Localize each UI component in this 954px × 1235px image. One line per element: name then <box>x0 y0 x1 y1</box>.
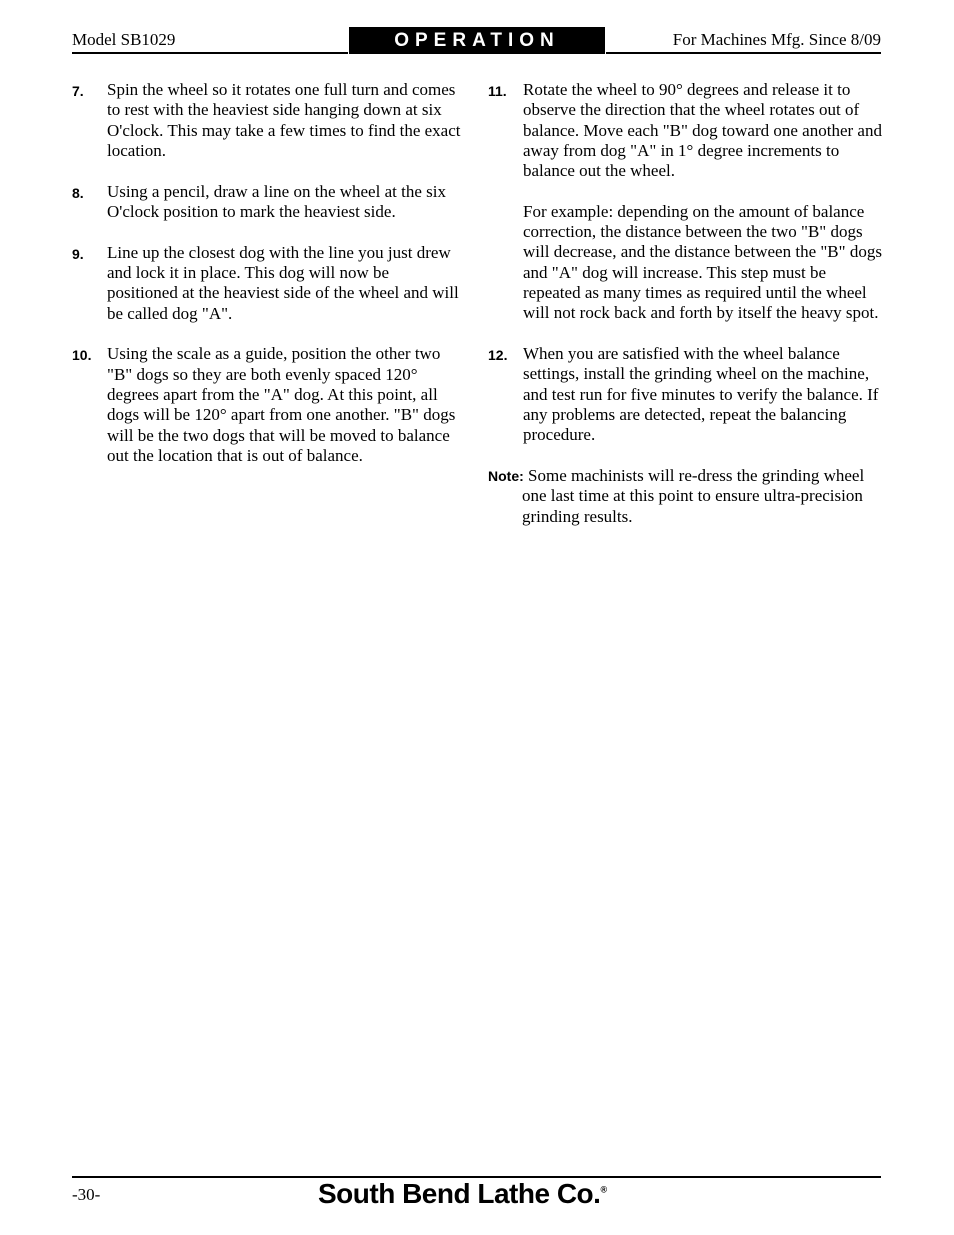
step-number: 11. <box>488 83 507 99</box>
step-8 <box>72 182 464 223</box>
note-paragraph <box>488 466 882 527</box>
brand-logo <box>318 1178 607 1210</box>
step-10 <box>72 344 464 466</box>
step-12 <box>488 344 882 445</box>
right-column <box>488 80 882 527</box>
section-title: OPERATION <box>349 27 605 54</box>
manufacture-date-label: For Machines Mfg. Since 8/09 <box>606 27 881 54</box>
step-11 <box>488 80 882 324</box>
step-example-text: For example: depending on the amount of balance correction, the distance between the two "B" dogs will decrease, and the distance between the "B" dogs and "A" dog will increase. This step must be repeated as many times as required until the wheel will not rock back and forth by itself the heavy spot. <box>523 201 882 323</box>
step-9 <box>72 243 464 324</box>
registered-mark: ® <box>600 1184 607 1195</box>
page-number: -30- <box>72 1185 101 1204</box>
step-number: 8. <box>72 184 84 201</box>
left-column <box>72 80 464 487</box>
page-header <box>72 27 881 54</box>
step-text: Using a pencil, draw a line on the wheel at the six O'clock position to mark the heaviest side. <box>107 181 446 221</box>
brand-name: South Bend Lathe Co. <box>318 1178 601 1209</box>
step-text: Line up the closest dog with the line you just drew and lock it in place. This dog will now be positioned at the heaviest side of the wheel and will be called dog "A". <box>107 242 459 323</box>
step-text: Using the scale as a guide, position the other two "B" dogs so they are both evenly spaced 120° degrees apart from the "A" dog. At this point, all dogs will be 120° apart from one another. "B" dogs will be the two dogs that will be moved to balance out the location that is out of balance. <box>107 344 456 465</box>
step-text: When you are satisfied with the wheel balance settings, install the grinding wheel on the machine, and test run for five minutes to verify the balance. If any problems are detected, repeat the balancing procedure. <box>523 344 879 445</box>
step-text: Rotate the wheel to 90° degrees and release it to observe the direction that the wheel rotates out of balance. Move each "B" dog toward one another and away from dog "A" in 1° degree increments to balance out the wheel. <box>523 80 882 181</box>
step-number: 9. <box>72 245 84 262</box>
step-number: 10. <box>72 347 92 364</box>
model-label: Model SB1029 <box>72 27 348 54</box>
step-text: Spin the wheel so it rotates one full turn and comes to rest with the heaviest side hanging down at six O'clock. This may take a few times to find the exact location. <box>107 80 461 160</box>
note-text: Some machinists will re-dress the grinding wheel one last time at this point to ensure ultra-precision grinding results. <box>522 466 865 526</box>
step-7 <box>72 80 464 161</box>
step-number: 7. <box>72 83 84 99</box>
step-number: 12. <box>488 347 508 364</box>
note-label: Note: <box>488 468 524 485</box>
